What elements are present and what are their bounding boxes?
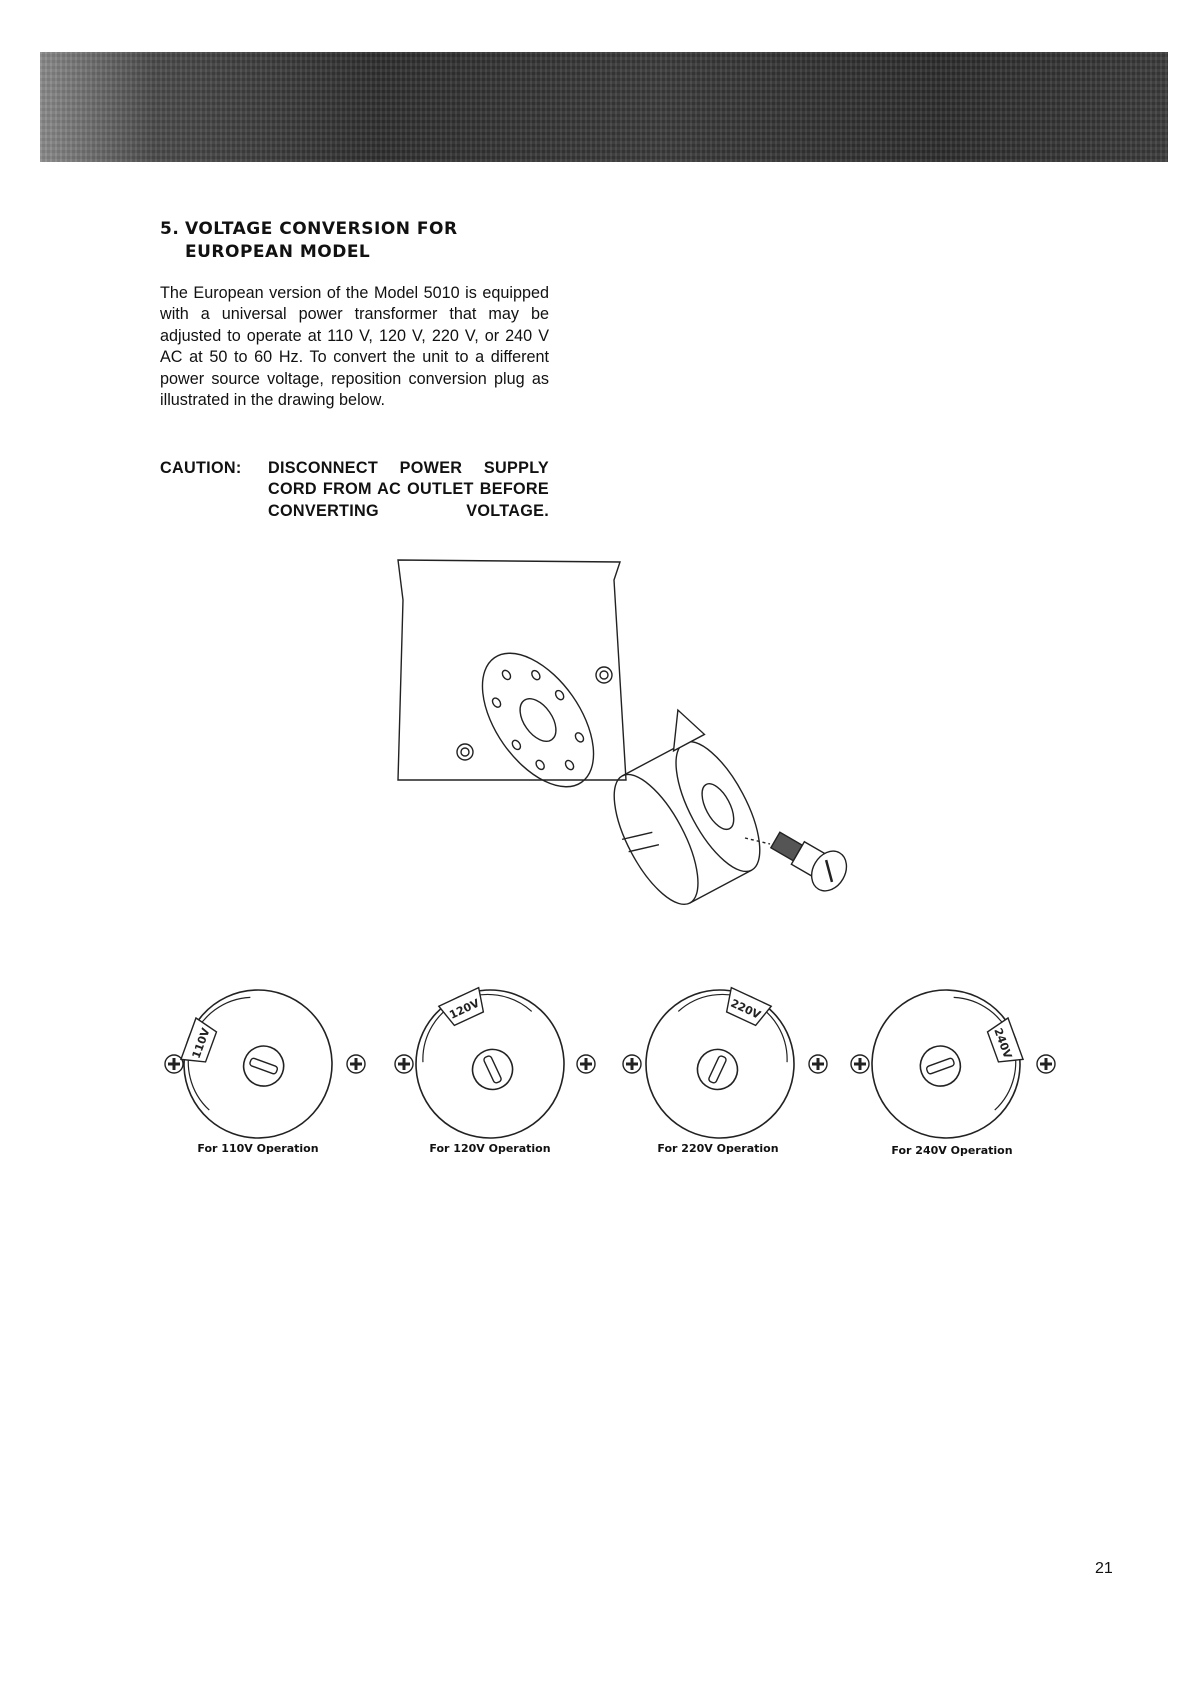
caution-text: DISCONNECT POWER SUPPLY CORD FROM AC OUTLET BEFORE CONVERTING VOLTAGE.: [268, 459, 549, 520]
selector-120v: [392, 966, 595, 1160]
screw-icon: [577, 1055, 595, 1073]
caption-220v: For 220V Operation: [657, 1142, 779, 1155]
body-paragraph: The European version of the Model 5010 is equipped with a universal power transformer that may be adjusted to operate at 110 V, 120 V, 220 V, or 240 V AC at 50 to 60 Hz. To convert the unit to a different power source voltage, reposition conversion plug as illustrated in the drawing below.: [160, 284, 549, 410]
screw-icon: [165, 1055, 183, 1073]
caption-120v: For 120V Operation: [429, 1142, 551, 1155]
screw-icon: [623, 1055, 641, 1073]
plug-label-110v: 110V: [189, 1026, 213, 1061]
screw-icon: [395, 1055, 413, 1073]
fuse-holder: [765, 822, 854, 897]
selector-220v: [622, 966, 827, 1160]
conversion-plug: [581, 702, 777, 917]
section-heading: [160, 218, 580, 264]
rear-panel-outline: [398, 560, 626, 780]
section-title-line2: EUROPEAN MODEL: [185, 242, 371, 262]
screw-icon: [809, 1055, 827, 1073]
section-title-line1: VOLTAGE CONVERSION FOR: [185, 219, 458, 239]
panel-screw-icon: [596, 667, 612, 683]
caption-240v: For 240V Operation: [891, 1144, 1013, 1157]
plug-label-120v: 120V: [447, 996, 482, 1022]
screw-icon: [1037, 1055, 1055, 1073]
page-number: 21: [1095, 1560, 1113, 1577]
caution-block: [160, 458, 549, 522]
plug-label-220v: 220V: [728, 996, 763, 1022]
screw-icon: [347, 1055, 365, 1073]
panel-screw-icon: [457, 744, 473, 760]
selector-110v: [163, 969, 365, 1159]
screw-icon: [851, 1055, 869, 1073]
header-banner: [40, 52, 1168, 162]
caption-110v: For 110V Operation: [197, 1142, 319, 1155]
caution-label: CAUTION:: [160, 459, 242, 477]
voltage-selector-row: [0, 960, 1192, 1160]
plug-label-240v: 240V: [991, 1026, 1015, 1061]
selector-240v: [851, 969, 1055, 1159]
section-number: 5.: [160, 219, 180, 239]
